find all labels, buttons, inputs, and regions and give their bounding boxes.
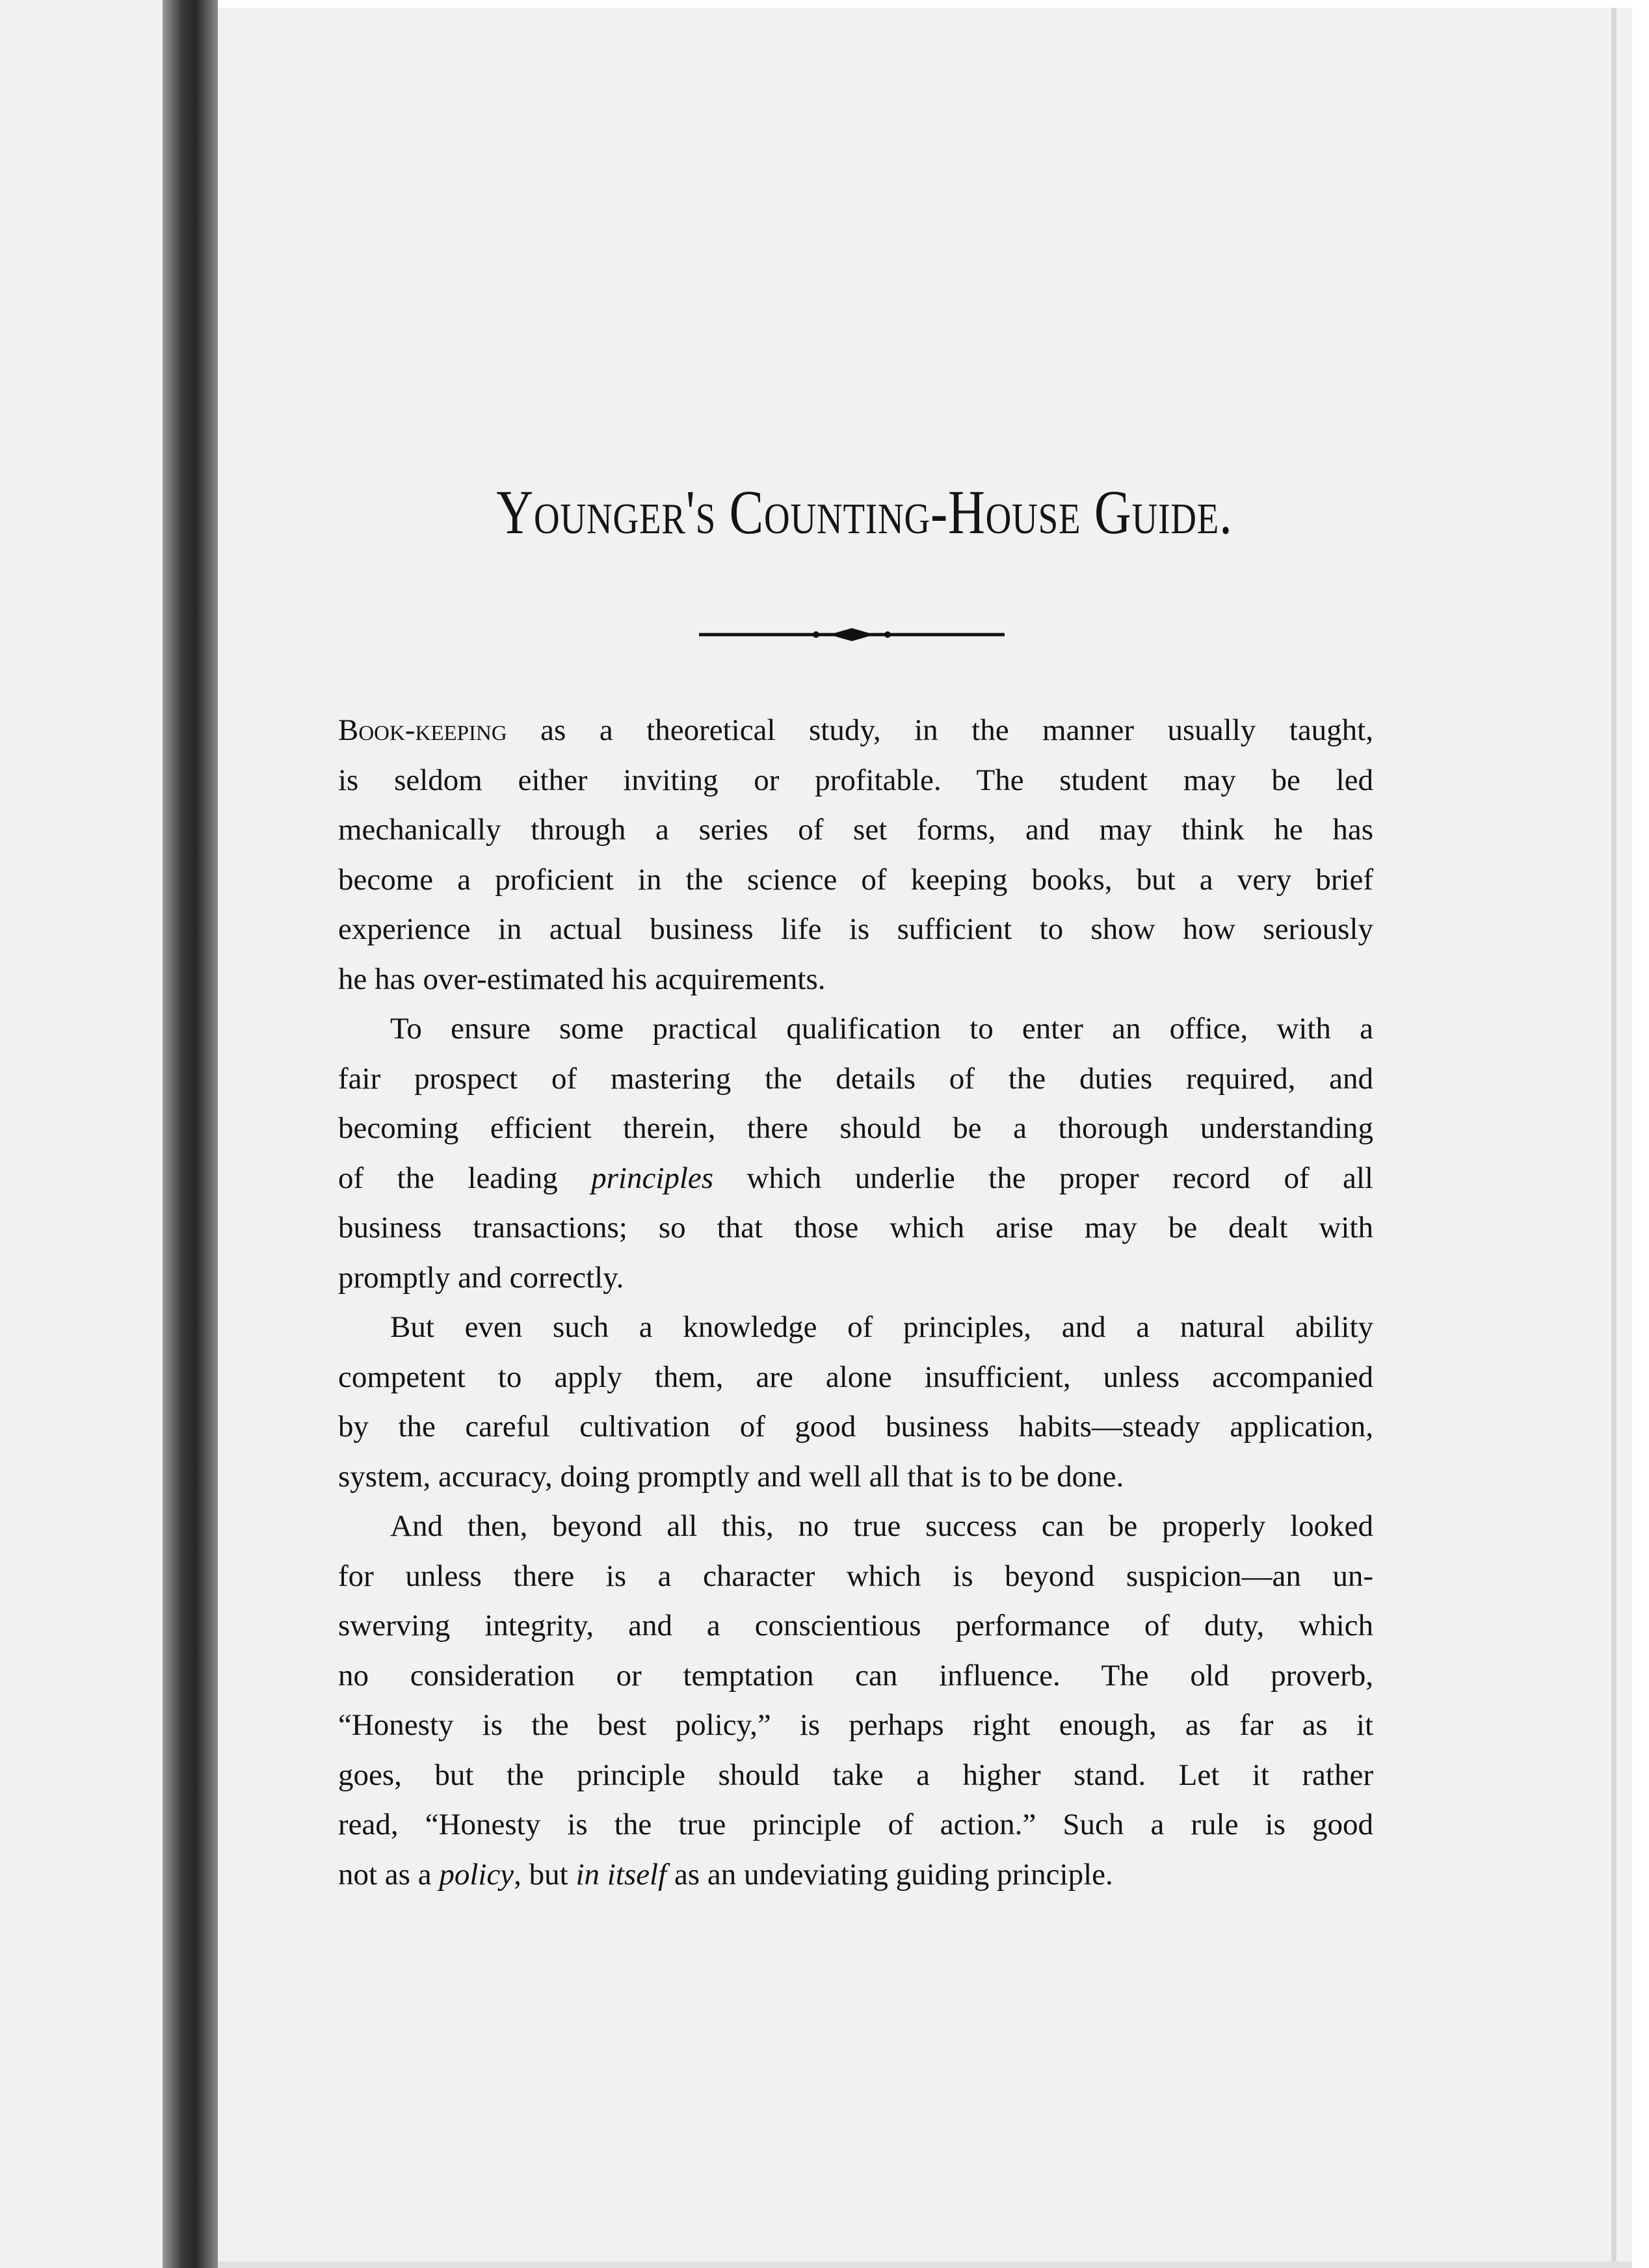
text-line: becoming efficient therein, there should be a thorough understanding: [338, 1111, 1373, 1145]
paragraph-4: [338, 1501, 1373, 1899]
page-right-edge: [1611, 8, 1616, 2264]
text-line: not as a policy, but in itself as an undeviating guiding principle.: [338, 1857, 1113, 1892]
emphasis: principles: [591, 1161, 714, 1195]
text-line: system, accuracy, doing promptly and well all that is to be done.: [338, 1459, 1124, 1494]
paragraph-2: [338, 1004, 1373, 1302]
text-line: of the leading principles which underlie the proper record of all: [338, 1161, 1373, 1195]
text-line: To ensure some practical qualification to enter an office, with a: [390, 1012, 1373, 1046]
text-line: is seldom either inviting or profitable. The student may be led: [338, 763, 1373, 797]
text-line: And then, beyond all this, no true success can be properly looked: [390, 1509, 1373, 1543]
book-gutter: [163, 0, 218, 2268]
text-line: swerving integrity, and a conscientious performance of duty, which: [338, 1609, 1373, 1642]
emphasis: policy: [439, 1857, 514, 1892]
paragraph-3: [338, 1302, 1373, 1501]
text-line: by the careful cultivation of good business habits—steady application,: [338, 1410, 1373, 1444]
text-line: become a proficient in the science of keeping books, but a very brief: [338, 862, 1373, 897]
text-line: Book-keeping as a theoretical study, in the manner usually taught,: [338, 713, 1373, 747]
previous-page-edge: [0, 0, 163, 2268]
text-line: he has over-estimated his acquirements.: [338, 962, 826, 996]
text-line: read, “Honesty is the true principle of action.” Such a rule is good: [338, 1808, 1373, 1841]
title-ornament-divider: [699, 623, 1005, 646]
page-bottom-edge: [218, 2261, 1632, 2268]
text-line: promptly and correctly.: [338, 1260, 624, 1295]
text-line: mechanically through a series of set forms, and may think he has: [338, 813, 1373, 847]
text-line: competent to apply them, are alone insufficient, unless accompanied: [338, 1360, 1373, 1394]
text-line: experience in actual business life is sufficient to show how seriously: [338, 912, 1373, 946]
lead-word: Book-keeping: [338, 713, 507, 747]
page-title: Younger's Counting-House Guide.: [496, 477, 1233, 547]
text-line: fair prospect of mastering the details of the duties required, and: [338, 1061, 1373, 1096]
paragraph-1: [338, 705, 1373, 1004]
text-line: no consideration or temptation can influence. The old proverb,: [338, 1658, 1373, 1693]
text-line: But even such a knowledge of principles, and a natural ability: [390, 1310, 1373, 1344]
text-line: goes, but the principle should take a higher stand. Let it rather: [338, 1758, 1373, 1792]
text-line: business transactions; so that those which arise may be dealt with: [338, 1211, 1373, 1245]
text-line: for unless there is a character which is beyond suspicion—an un-: [338, 1559, 1373, 1593]
emphasis: in itself: [575, 1857, 667, 1892]
body-text: [338, 705, 1373, 1899]
text-line: “Honesty is the best policy,” is perhaps right enough, as far as it: [338, 1708, 1373, 1742]
